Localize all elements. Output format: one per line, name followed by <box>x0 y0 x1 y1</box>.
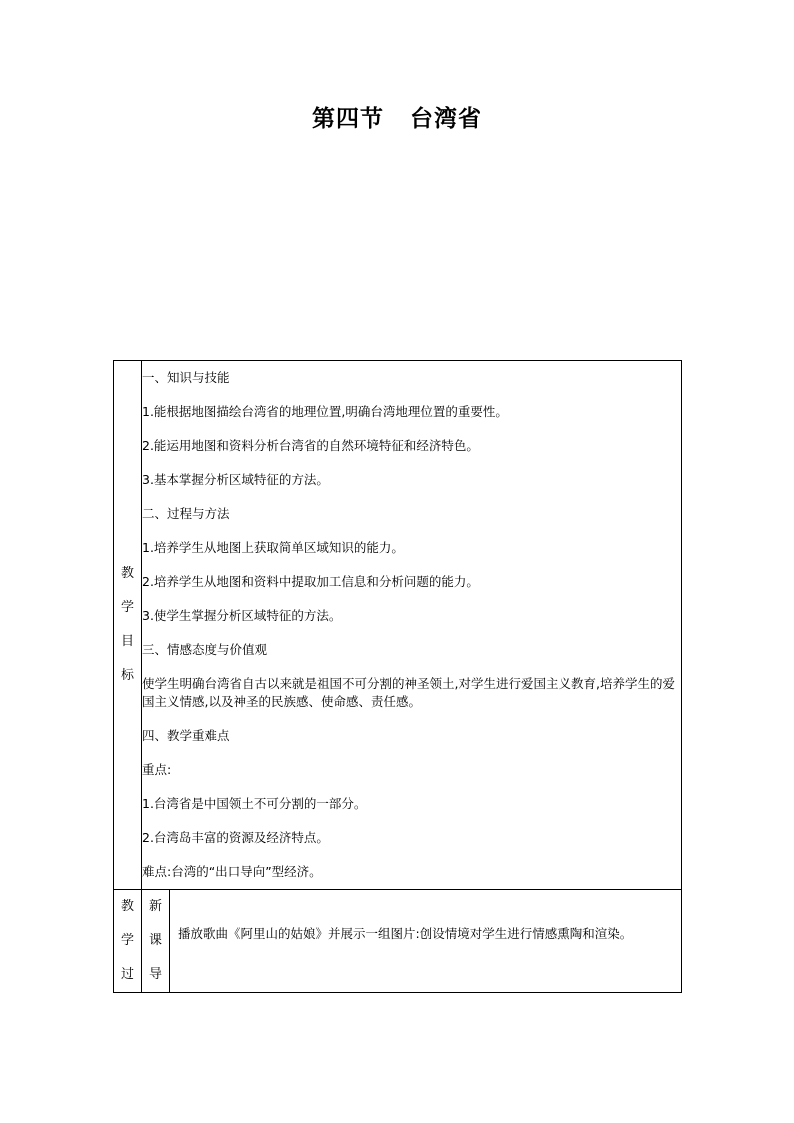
difficult-point-line: 难点:台湾的“出口导向”型经济。 <box>142 864 322 879</box>
objective-line: 1.能根据地图描绘台湾省的地理位置,明确台湾地理位置的重要性。 <box>142 404 508 419</box>
lesson-plan-table <box>113 360 682 993</box>
title-section-number: 第四节 <box>312 106 384 132</box>
objective-line: 3.使学生掌握分析区域特征的方法。 <box>142 608 342 623</box>
page-title <box>0 100 794 133</box>
objectives-label-cell <box>114 361 142 890</box>
intro-text: 播放歌曲《阿里山的姑娘》并展示一组图片:创设情境对学生进行情感熏陶和渲染。 <box>178 926 633 941</box>
heading-key-difficult-points: 四、教学重难点 <box>142 728 230 743</box>
objective-line: 3.基本掌握分析区域特征的方法。 <box>142 472 329 487</box>
objective-paragraph: 使学生明确台湾省自古以来就是祖国不可分割的神圣领土,对学生进行爱国主义教育,培养学生的爱国主义情感,以及神圣的民族感、使命感、责任感。 <box>142 676 675 709</box>
title-topic: 台湾省 <box>410 106 482 132</box>
new-lesson-intro-label: 新 课 导 <box>148 899 162 982</box>
process-row <box>114 890 682 993</box>
heading-process-method: 二、过程与方法 <box>142 506 230 521</box>
objective-line: 2.培养学生从地图和资料中提取加工信息和分析问题的能力。 <box>142 574 479 589</box>
heading-attitude-values: 三、情感态度与价值观 <box>142 642 268 657</box>
key-point-line: 2.台湾岛丰富的资源及经济特点。 <box>142 830 329 845</box>
key-point-line: 1.台湾省是中国领土不可分割的一部分。 <box>142 796 367 811</box>
process-label: 教 学 过 <box>120 899 134 982</box>
objectives-row <box>114 361 682 890</box>
objective-line: 2.能运用地图和资料分析台湾省的自然环境特征和经济特色。 <box>142 438 479 453</box>
objectives-content <box>142 361 682 890</box>
process-label-cell <box>114 890 142 993</box>
heading-knowledge-skills: 一、知识与技能 <box>142 370 230 385</box>
objectives-label: 教 学 目 标 <box>120 566 134 683</box>
intro-content <box>170 890 682 993</box>
new-lesson-label-cell <box>142 890 170 993</box>
objective-line: 1.培养学生从地图上获取简单区域知识的能力。 <box>142 540 404 555</box>
key-points-label: 重点: <box>142 762 172 777</box>
